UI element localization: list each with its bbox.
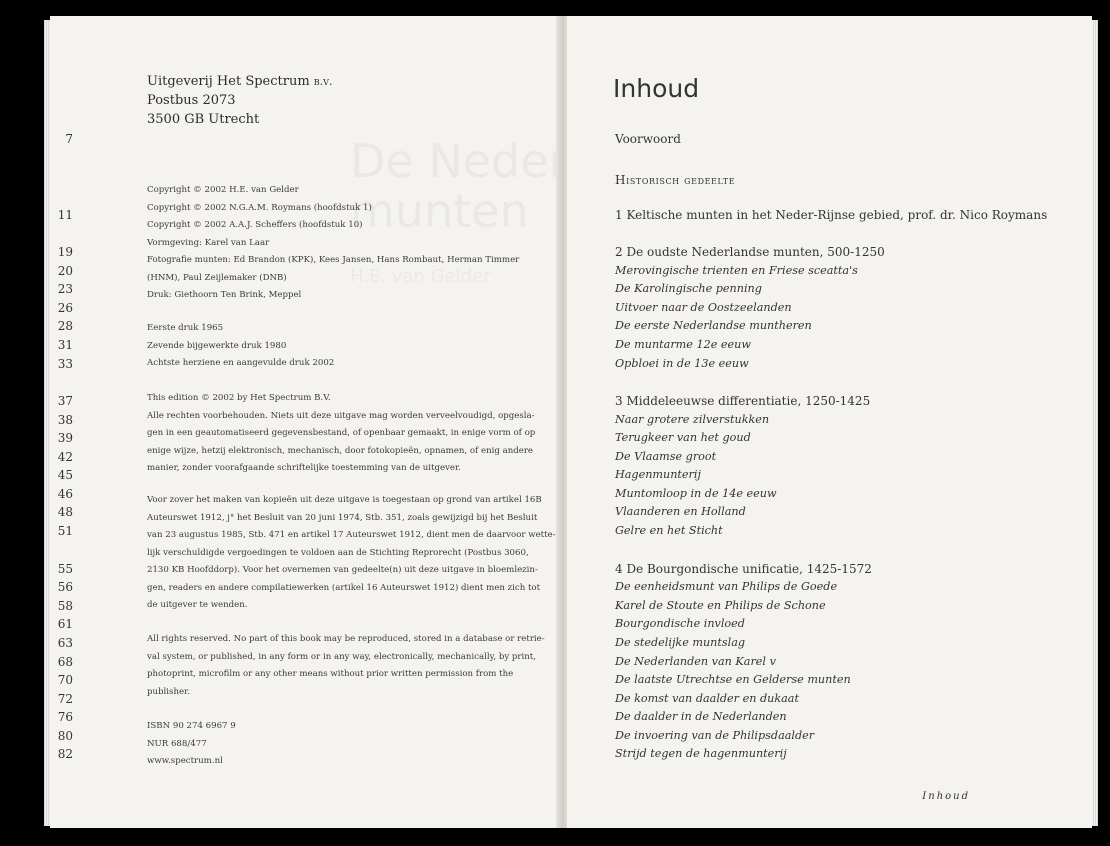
copying-line: lijk verschuldigde vergoedingen te voldoen aan de Stichting Reprorecht (Postbus 3060, [147, 547, 529, 558]
toc-page-number: 42 [57, 450, 73, 464]
running-footer: Inhoud [922, 791, 970, 802]
toc-page-number: 76 [57, 710, 73, 724]
toc-entry-text: 3 Middeleeuwse differentiatie, 1250-1425 [615, 394, 871, 408]
rights-line: Alle rechten voorbehouden. Niets uit deze uitgave mag worden verveelvoudigd, opgesla- [147, 410, 535, 421]
copying-line: Auteurswet 1912, j° het Besluit van 20 juni 1974, Stb. 351, zoals gewijzigd bij het Besluit [147, 512, 538, 523]
rights-en-line: photoprint, microfilm or any other means without prior written permission from the [147, 669, 514, 679]
toc-entry-text: De daalder in de Nederlanden [615, 710, 787, 723]
toc-page-number: 26 [57, 301, 73, 315]
toc-page-number: 45 [57, 468, 73, 482]
copying-line: 2130 KB Hoofddorp). Voor het overnemen van gedeelte(n) uit deze uitgave in bloemlezin- [147, 565, 538, 575]
toc-page-number: 48 [57, 505, 73, 519]
toc-page-number: 20 [57, 264, 73, 278]
publisher-city: 3500 GB Utrecht [147, 112, 260, 127]
toc-page-number: 58 [57, 599, 73, 613]
copyright-line: Fotografie munten: Ed Brandon (KPK), Kees Jansen, Hans Rombaut, Herman Timmer [147, 255, 520, 265]
toc-page-number: 38 [57, 413, 73, 427]
toc-page-number: 23 [57, 282, 73, 296]
toc-entry-text: De Nederlanden van Karel v [615, 655, 776, 668]
toc-entry-text: De Vlaamse groot [615, 450, 717, 463]
copyright-line: Copyright © 2002 A.A.J. Scheffers (hoofdstuk 10) [147, 220, 363, 230]
identifiers-block [147, 718, 567, 771]
publisher-address [147, 72, 332, 129]
toc-page-number: 70 [57, 673, 73, 687]
edition-line: Zevende bijgewerkte druk 1980 [147, 340, 287, 351]
copyright-line: Copyright © 2002 H.E. van Gelder [147, 185, 299, 195]
rights-line: This edition © 2002 by Het Spectrum B.V. [147, 393, 331, 403]
toc-entry-text: De eenheidsmunt van Philips de Goede [615, 580, 838, 593]
toc-page-number: 37 [57, 394, 73, 408]
nur-line: NUR 688/477 [147, 738, 207, 749]
copyright-line: (HNM), Paul Zeijlemaker (DNB) [147, 272, 287, 283]
toc-entry-text: De invoering van de Philipsdaalder [615, 729, 815, 742]
toc-entry-text: De laatste Utrechtse en Gelderse munten [615, 673, 851, 686]
section-heading: Historisch gedeelte [615, 173, 736, 187]
toc-entry-text: 2 De oudste Nederlandse munten, 500-1250 [615, 245, 885, 259]
copying-line: van 23 augustus 1985, Stb. 471 en artikel 17 Auteurswet 1912, dient men de daarvoor wette- [147, 530, 556, 540]
toc-entry-text: Naar grotere zilverstukken [615, 413, 770, 426]
toc-entry-text: Merovingische trienten en Friese sceatta's [615, 264, 858, 277]
copyright-line: Druk: Giethoorn Ten Brink, Meppel [147, 290, 302, 300]
rights-nl-block [147, 390, 567, 478]
website-line: www.spectrum.nl [147, 756, 223, 766]
toc-page-number: 63 [57, 636, 73, 650]
toc-entry-text: Vlaanderen en Holland [615, 505, 746, 518]
toc-entry-text: Strijd tegen de hagenmunterij [615, 747, 787, 760]
toc-entry-text: De muntarme 12e eeuw [615, 338, 751, 351]
toc-page-number: 61 [57, 617, 73, 631]
toc-page-number: 80 [57, 729, 73, 743]
copyright-line: Vormgeving: Karel van Laar [147, 237, 270, 248]
rights-en-line: publisher. [147, 686, 190, 697]
edition-line: Achtste herziene en aangevulde druk 2002 [147, 358, 335, 368]
copying-line: de uitgever te wenden. [147, 600, 248, 610]
copyright-line: Copyright © 2002 N.G.A.M. Roymans (hoofdstuk 1) [147, 202, 372, 213]
toc-page-number: 39 [57, 431, 73, 445]
toc-entry-text: 4 De Bourgondische unificatie, 1425-1572 [615, 562, 872, 576]
toc-page-number: 46 [57, 487, 73, 501]
toc-entry-text: Bourgondische invloed [615, 617, 745, 630]
rights-line: enige wijze, hetzij elektronisch, mechanisch, door fotokopieën, opnamen, of enig andere [147, 445, 534, 456]
toc-entry-text: Opbloei in de 13e eeuw [615, 357, 749, 370]
edition-line: Eerste druk 1965 [147, 323, 224, 333]
copyright-block [147, 182, 567, 305]
publisher-suffix: b.v. [313, 75, 333, 88]
isbn-line: ISBN 90 274 6967 9 [147, 721, 236, 731]
rights-line: gen in een geautomatiseerd gegevensbestand, of openbaar gemaakt, in enige vorm of op [147, 428, 536, 438]
toc-page-number: 51 [57, 524, 73, 538]
copying-line: Voor zover het maken van kopieën uit deze uitgave is toegestaan op grond van artikel 16B [147, 495, 542, 505]
editions-block [147, 320, 567, 373]
toc-entry-text: De eerste Nederlandse muntheren [615, 319, 812, 332]
toc-page-number: 7 [65, 132, 73, 146]
toc-page-number: 68 [57, 655, 73, 669]
toc-page-number: 72 [57, 692, 73, 706]
toc-page-number: 31 [57, 338, 73, 352]
rights-en-line: All rights reserved. No part of this book may be reproduced, stored in a database or retrie- [147, 634, 545, 644]
copying-line: gen, readers en andere compilatiewerken (artikel 16 Auteurswet 1912) dient men zich tot [147, 582, 541, 593]
toc-entry-text: De Karolingische penning [615, 282, 762, 295]
toc-entry-text: Voorwoord [615, 132, 681, 146]
left-page [50, 16, 563, 828]
toc-page-number: 11 [57, 208, 73, 222]
publisher-postbus: Postbus 2073 [147, 93, 236, 108]
publisher-name: Uitgeverij Het Spectrum [147, 74, 310, 89]
toc-page-number: 55 [57, 562, 73, 576]
toc-entry-text: De stedelijke muntslag [615, 636, 746, 649]
copying-block [147, 492, 567, 615]
toc-entry-text: Karel de Stoute en Philips de Schone [615, 599, 826, 612]
toc-entry-text: Gelre en het Sticht [615, 524, 723, 537]
toc-page-number: 19 [57, 245, 73, 259]
toc-entry-text: Hagenmunterij [615, 468, 701, 481]
rights-line: manier, zonder voorafgaande schriftelijke toestemming van de uitgever. [147, 463, 461, 473]
toc-title: Inhoud [613, 74, 700, 103]
rights-en-block [147, 631, 567, 701]
toc-entry-text: 1 Keltische munten in het Neder-Rijnse gebied, prof. dr. Nico Roymans [615, 208, 1048, 222]
toc-entry-text: Uitvoer naar de Oostzeelanden [615, 301, 792, 314]
toc-entry-text: Terugkeer van het goud [615, 431, 751, 444]
toc-page-number: 33 [57, 357, 73, 371]
publisher-name-line [147, 72, 332, 91]
toc-page-number: 28 [57, 319, 73, 333]
toc-page-number: 56 [57, 580, 73, 594]
toc-entry-text: De komst van daalder en dukaat [615, 692, 799, 705]
toc-entry-text: Muntomloop in de 14e eeuw [615, 487, 777, 500]
rights-en-line: val system, or published, in any form or in any way, electronically, mechanically, by print, [147, 651, 536, 662]
toc-page-number: 82 [57, 747, 73, 761]
